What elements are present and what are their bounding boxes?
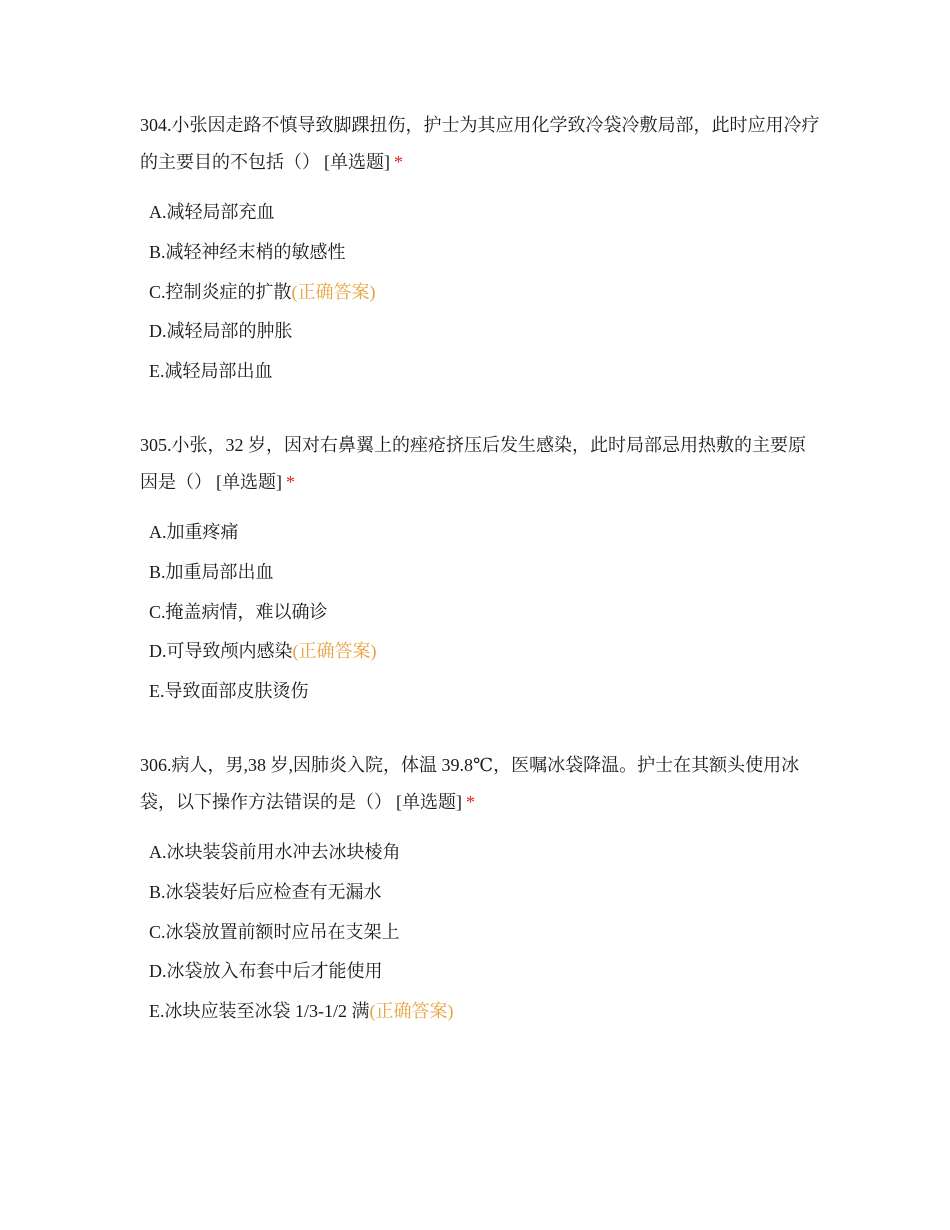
required-mark: * [466, 792, 475, 812]
option-text: C.冰袋放置前额时应吊在支架上 [149, 921, 400, 942]
option-c[interactable] [140, 913, 820, 953]
required-mark: * [394, 152, 403, 172]
option-list [140, 513, 820, 712]
option-text: B.冰袋装好后应检查有无漏水 [149, 881, 382, 902]
correct-answer-label: (正确答案) [292, 641, 377, 662]
option-text: D.冰袋放入布套中后才能使用 [149, 961, 383, 982]
option-c[interactable] [140, 593, 820, 633]
option-text: A.冰块装袋前用水冲去冰块棱角 [149, 842, 401, 862]
option-d[interactable] [140, 632, 820, 672]
option-text: E.减轻局部出血 [149, 361, 273, 382]
option-e[interactable] [140, 352, 820, 392]
option-text: E.冰块应装至冰袋 1/3-1/2 满 [149, 1001, 370, 1022]
option-text: E.导致面部皮肤烫伤 [149, 681, 309, 702]
correct-answer-label: (正确答案) [369, 1001, 454, 1022]
option-a[interactable] [140, 833, 820, 873]
option-list [140, 193, 820, 392]
option-b[interactable] [140, 873, 820, 913]
question-number: 306. [140, 755, 172, 775]
question-text: 小张，32 岁，因对右鼻翼上的痤疮挤压后发生感染，此时局部忌用热敷的主要原因是（） [140, 435, 806, 492]
option-b[interactable] [140, 233, 820, 273]
option-e[interactable] [140, 672, 820, 712]
option-text: B.减轻神经末梢的敏感性 [149, 241, 346, 262]
option-d[interactable] [140, 952, 820, 992]
question-type-tag: [单选题] [216, 472, 282, 492]
option-text: D.可导致颅内感染 [149, 641, 293, 662]
question-stem [140, 427, 820, 501]
question-type-tag: [单选题] [396, 792, 462, 812]
question-stem [140, 747, 820, 821]
option-c[interactable] [140, 273, 820, 313]
option-b[interactable] [140, 553, 820, 593]
option-list [140, 833, 820, 1032]
option-text: C.掩盖病情，难以确诊 [149, 601, 328, 622]
option-d[interactable] [140, 312, 820, 352]
question-304 [140, 107, 820, 392]
option-text: A.减轻局部充血 [149, 202, 275, 222]
option-text: B.加重局部出血 [149, 561, 274, 582]
question-number: 305. [140, 435, 172, 455]
question-text: 小张因走路不慎导致脚踝扭伤，护士为其应用化学致冷袋冷敷局部，此时应用冷疗的主要目的不包括（） [140, 115, 820, 172]
question-text: 病人，男,38 岁,因肺炎入院，体温 39.8℃，医嘱冰袋降温。护士在其额头使用冰袋，以下操作方法错误的是（） [140, 755, 800, 812]
option-a[interactable] [140, 513, 820, 553]
question-306 [140, 747, 820, 1032]
question-number: 304. [140, 115, 172, 135]
option-text: C.控制炎症的扩散 [149, 281, 292, 302]
question-stem [140, 107, 820, 181]
option-a[interactable] [140, 193, 820, 233]
option-text: D.减轻局部的肿胀 [149, 321, 293, 342]
required-mark: * [286, 472, 295, 492]
option-e[interactable] [140, 992, 820, 1032]
question-305 [140, 427, 820, 712]
option-text: A.加重疼痛 [149, 522, 239, 542]
correct-answer-label: (正确答案) [291, 281, 376, 302]
question-type-tag: [单选题] [324, 152, 390, 172]
